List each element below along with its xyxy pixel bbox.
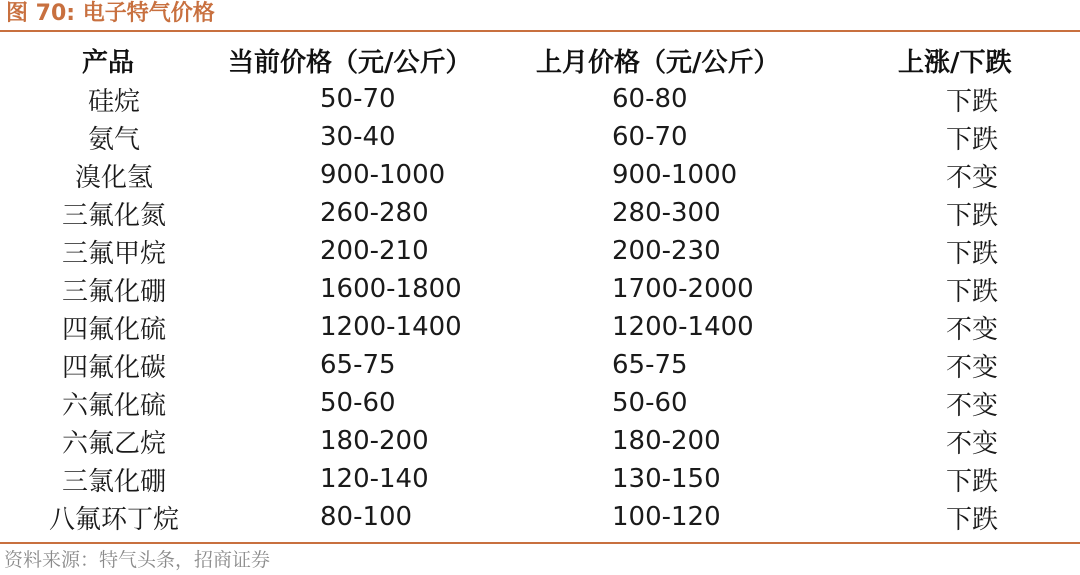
cell-product: 溴化氢 — [74, 162, 153, 193]
table-row — [0, 346, 1080, 384]
cell-last-month-price: 100-120 — [612, 502, 721, 532]
cell-current-price: 180-200 — [320, 426, 429, 456]
cell-product: 三氟化硼 — [61, 276, 166, 307]
cell-trend: 下跌 — [946, 504, 999, 535]
cell-current-price: 1200-1400 — [320, 312, 462, 342]
cell-current-price: 50-60 — [320, 388, 396, 418]
cell-trend: 下跌 — [946, 466, 999, 497]
cell-last-month-price: 900-1000 — [612, 160, 738, 190]
cell-product: 四氟化碳 — [61, 352, 166, 383]
cell-last-month-price: 130-150 — [612, 464, 721, 494]
cell-last-month-price: 1700-2000 — [612, 274, 754, 304]
price-table — [0, 40, 1080, 536]
cell-product: 三氟甲烷 — [61, 238, 166, 269]
cell-last-month-price: 1200-1400 — [612, 312, 754, 342]
header-product: 产品 — [82, 47, 135, 78]
cell-product: 三氯化硼 — [61, 466, 166, 497]
header-last-month-price: 上月价格（元/公斤） — [536, 47, 780, 78]
cell-trend: 不变 — [946, 162, 999, 193]
cell-trend: 下跌 — [946, 200, 999, 231]
cell-last-month-price: 280-300 — [612, 198, 721, 228]
table-row — [0, 498, 1080, 536]
cell-trend: 下跌 — [946, 276, 999, 307]
table-row — [0, 270, 1080, 308]
cell-last-month-price: 60-80 — [612, 84, 688, 114]
bottom-rule — [0, 542, 1080, 544]
cell-current-price: 1600-1800 — [320, 274, 462, 304]
cell-last-month-price: 65-75 — [612, 350, 688, 380]
cell-current-price: 900-1000 — [320, 160, 446, 190]
cell-trend: 下跌 — [946, 238, 999, 269]
header-trend: 上涨/下跌 — [898, 47, 1012, 78]
cell-trend: 不变 — [946, 314, 999, 345]
cell-trend: 不变 — [946, 428, 999, 459]
cell-last-month-price: 50-60 — [612, 388, 688, 418]
table-row — [0, 194, 1080, 232]
cell-trend: 下跌 — [946, 86, 999, 117]
cell-current-price: 30-40 — [320, 122, 396, 152]
cell-current-price: 50-70 — [320, 84, 396, 114]
table-row — [0, 232, 1080, 270]
table-row — [0, 422, 1080, 460]
source-note: 资料来源：特气头条，招商证券 — [4, 549, 271, 571]
cell-product: 六氟化硫 — [61, 390, 166, 421]
cell-last-month-price: 180-200 — [612, 426, 721, 456]
cell-current-price: 120-140 — [320, 464, 429, 494]
cell-product: 四氟化硫 — [61, 314, 166, 345]
header-current-price: 当前价格（元/公斤） — [228, 47, 472, 78]
cell-last-month-price: 60-70 — [612, 122, 688, 152]
cell-product: 氨气 — [87, 124, 140, 155]
cell-current-price: 80-100 — [320, 502, 413, 532]
cell-current-price: 200-210 — [320, 236, 429, 266]
cell-product: 三氟化氮 — [61, 200, 166, 231]
table-row — [0, 118, 1080, 156]
table-row — [0, 156, 1080, 194]
cell-product: 六氟乙烷 — [61, 428, 166, 459]
cell-current-price: 65-75 — [320, 350, 396, 380]
cell-product: 硅烷 — [87, 86, 140, 117]
cell-trend: 不变 — [946, 352, 999, 383]
cell-trend: 下跌 — [946, 124, 999, 155]
table-row — [0, 80, 1080, 118]
table-row — [0, 384, 1080, 422]
cell-last-month-price: 200-230 — [612, 236, 721, 266]
header-row — [0, 40, 1080, 80]
figure-title: 图 70: 电子特气价格 — [6, 1, 215, 26]
cell-product: 八氟环丁烷 — [48, 504, 179, 535]
table-row — [0, 308, 1080, 346]
cell-trend: 不变 — [946, 390, 999, 421]
table-row — [0, 460, 1080, 498]
cell-current-price: 260-280 — [320, 198, 429, 228]
top-rule — [0, 30, 1080, 32]
